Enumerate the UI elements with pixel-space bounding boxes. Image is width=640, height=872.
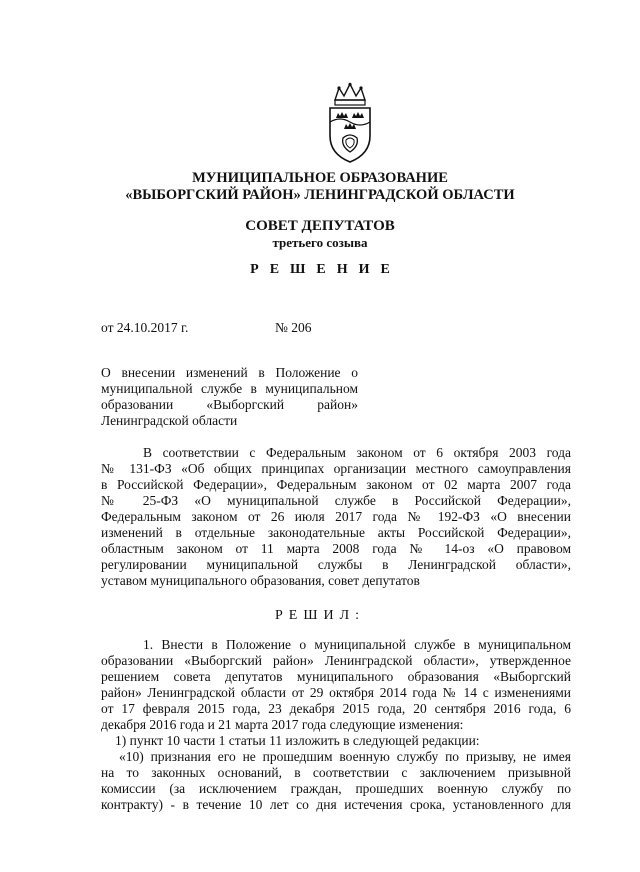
subject-line: образовании «Выборгский район» [101,397,358,412]
body-line: 1) пункт 10 части 1 статьи 11 изложить в следующей редакции: [115,733,480,748]
preamble-line: изменений в отдельные законодательные акты Российской Федерации», [101,525,571,540]
resolved-heading: РЕШИЛ: [275,608,365,623]
body-line: от 17 февраля 2015 года, 23 декабря 2015 года, 20 сентября 2016 года, 6 [101,701,571,716]
convocation-subtitle: третьего созыва [272,235,368,250]
decision-number: № 206 [275,320,312,335]
preamble-line: регулировании муниципальной службы в Ленинградской области», [101,557,571,572]
body-line: на то законных оснований, в соответствии с заключением призывной [101,765,571,780]
preamble-line: В соответствии с Федеральным законом от 6 октября 2003 года [143,445,571,460]
preamble-line: № 131-ФЗ «Об общих принципах организации местного самоуправления [101,461,571,476]
preamble-line: № 25-ФЗ «О муниципальной службе в Российской Федерации», [101,493,571,508]
body-line: декабря 2016 года и 21 марта 2017 года следующие изменения: [101,717,464,732]
council-title: СОВЕТ ДЕПУТАТОВ [245,218,395,234]
subject-line: О внесении изменений в Положение о [101,365,358,380]
preamble-line: областным законом от 11 марта 2008 года № 14-оз «О правовом [101,541,571,556]
district-title: «ВЫБОРГСКИЙ РАЙОН» ЛЕНИНГРАДСКОЙ ОБЛАСТИ [125,187,515,203]
preamble-line: Федеральным законом от 26 июля 2017 года № 192-ФЗ «О внесении [101,509,571,524]
body-line: комиссии (за исключением граждан, прошедших военную службу по [101,781,571,796]
body-line: район» Ленинградской области от 29 октября 2014 года № 14 с изменениями [101,685,571,700]
municipality-title: МУНИЦИПАЛЬНОЕ ОБРАЗОВАНИЕ [192,170,448,186]
decision-body [101,637,571,813]
decision-subject [101,365,358,429]
subject-line: Ленинградской области [101,413,238,428]
decision-date: от 24.10.2017 г. [101,320,189,335]
body-line: образовании «Выборгский район» Ленинградской области», утвержденное [101,653,571,668]
preamble-line: уставом муниципального образования, совет депутатов [101,573,420,588]
body-line: «10) признания его не прошедшим военную службу по призыву, не имея [119,749,571,764]
document-type-heading: РЕШЕНИЕ [250,262,401,277]
preamble-paragraph [101,445,571,589]
preamble-line: в Российской Федерации», Федеральным законом от 02 марта 2007 года [101,477,571,492]
coat-of-arms-emblem [325,82,375,164]
body-line: 1. Внести в Положение о муниципальной службе в муниципальном [143,637,571,652]
subject-line: муниципальной службе в муниципальном [101,381,358,396]
body-line: контракту) - в течение 10 лет со дня истечения срока, установленного для [101,797,571,812]
body-line: решением совета депутатов муниципального образования «Выборгский [101,669,571,684]
